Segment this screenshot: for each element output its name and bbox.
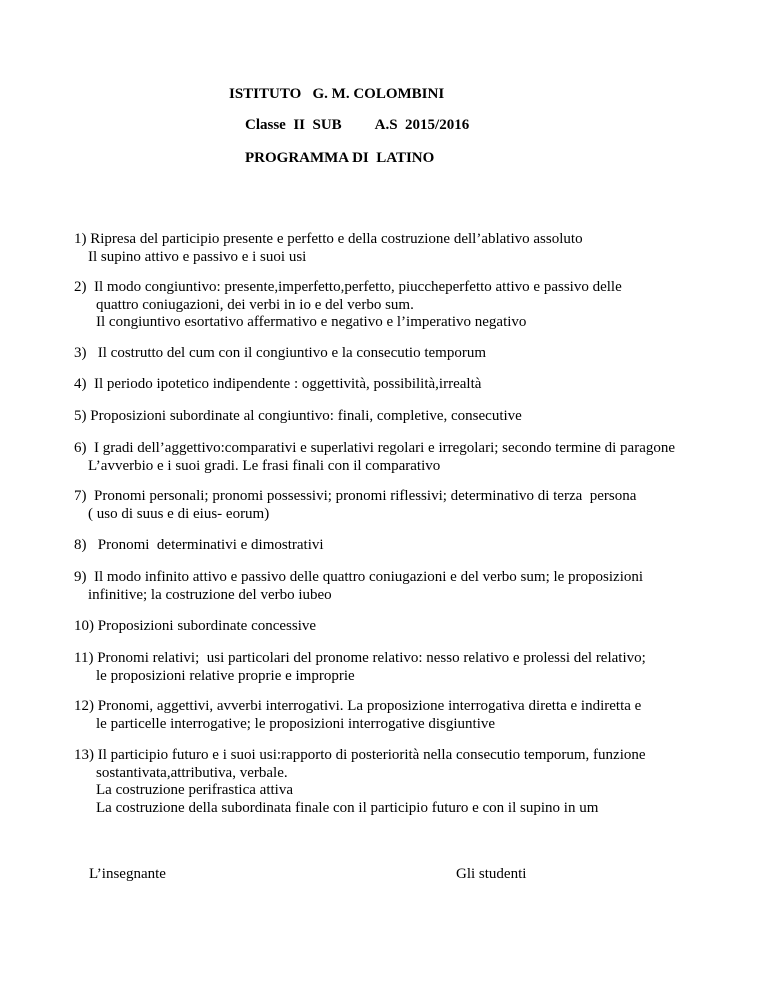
program-item-13 [74,747,754,817]
item-line: L’avverbio e i suoi gradi. Le frasi finali con il comparativo [88,457,441,474]
item-line: 4) Il periodo ipotetico indipendente : oggettività, possibilità,irrealtà [74,376,482,392]
program-item-11 [74,650,754,685]
teacher-signature-label: L’insegnante [89,866,166,882]
school-name: ISTITUTO G. M. COLOMBINI [229,86,445,102]
program-item-7 [74,488,754,523]
program-item-8 [74,537,754,555]
program-item-6 [74,440,754,475]
item-line: Il supino attivo e passivo e i suoi usi [88,248,307,265]
program-item-5 [74,408,754,426]
program-item-2 [74,279,754,332]
item-line: La costruzione perifrastica attiva [96,782,293,798]
program-item-12 [74,698,754,733]
item-line: le particelle interrogative; le proposizioni interrogative disgiuntive [96,715,496,732]
document-title: PROGRAMMA DI LATINO [245,150,435,166]
item-line: 3) Il costrutto del cum con il congiuntivo e la consecutio temporum [74,345,486,361]
students-signature-label: Gli studenti [456,866,527,882]
item-line: La costruzione della subordinata finale con il participio futuro e con il supino in um [96,799,599,816]
item-line: 5) Proposizioni subordinate al congiuntivo: finali, completive, consecutive [74,408,522,424]
item-line: quattro coniugazioni, dei verbi in io e del verbo sum. [96,296,414,313]
item-line: 8) Pronomi determinativi e dimostrativi [74,537,324,553]
item-line: Il congiuntivo esortativo affermativo e negativo e l’imperativo negativo [96,314,527,330]
program-item-3 [74,345,754,363]
item-line: 13) Il participio futuro e i suoi usi:rapporto di posteriorità nella consecutio temporum, funzione [74,747,646,763]
program-item-10 [74,618,754,636]
item-line: 9) Il modo infinito attivo e passivo delle quattro coniugazioni e del verbo sum; le proposizioni [74,569,644,585]
item-line: 10) Proposizioni subordinate concessive [74,618,317,634]
item-line: ( uso di suus e di eius- eorum) [88,505,270,522]
item-line: 11) Pronomi relativi; usi particolari del pronome relativo: nesso relativo e prolessi del relativo; [74,650,646,666]
program-item-4 [74,376,754,394]
item-line: 2) Il modo congiuntivo: presente,imperfetto,perfetto, piuccheperfetto attivo e passivo delle [74,279,622,295]
item-line: infinitive; la costruzione del verbo iubeo [88,586,332,603]
item-line: 1) Ripresa del participio presente e perfetto e della costruzione dell’ablativo assoluto [74,231,583,247]
program-item-1 [74,231,754,266]
item-line: sostantivata,attributiva, verbale. [96,764,288,781]
program-item-9 [74,569,754,604]
item-line: 6) I gradi dell’aggettivo:comparativi e superlativi regolari e irregolari; secondo termine di paragone [74,440,676,456]
item-line: 12) Pronomi, aggettivi, avverbi interrogativi. La proposizione interrogativa diretta e indiretta e [74,698,642,714]
item-line: 7) Pronomi personali; pronomi possessivi; pronomi riflessivi; determinativo di terza persona [74,488,637,504]
item-line: le proposizioni relative proprie e improprie [96,667,355,684]
class-and-year: Classe II SUB A.S 2015/2016 [245,117,470,133]
